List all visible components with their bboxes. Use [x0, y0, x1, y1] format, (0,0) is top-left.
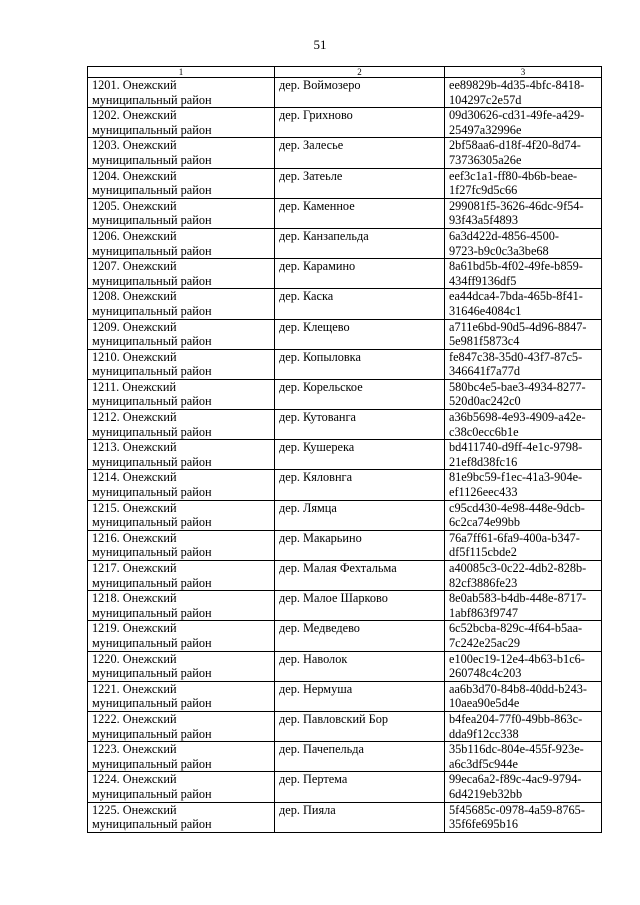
district-text: 1225. Онежский: [92, 802, 177, 817]
district-cell: [88, 591, 275, 621]
district-cell: [88, 772, 275, 802]
settlement-cell: дер. Кяловнга: [275, 470, 445, 500]
guid-text: 25497a32996e: [449, 122, 522, 137]
district-text: муниципальный район: [92, 122, 212, 137]
guid-cell: [445, 349, 602, 379]
district-text: муниципальный район: [92, 454, 212, 469]
guid-text: 6c52bcba-829c-4f64-b5aa-: [449, 621, 583, 636]
table-row: [88, 228, 602, 258]
column-header-2: 2: [275, 67, 445, 78]
guid-text: a40085c3-0c22-4db2-828b-: [449, 561, 587, 575]
settlement-cell: дер. Каска: [275, 289, 445, 319]
guid-cell: [445, 319, 602, 349]
district-text: 1220. Онежский: [92, 651, 177, 666]
settlement-cell: дер. Воймозеро: [275, 78, 445, 108]
guid-text: 73736305a26e: [449, 152, 522, 167]
district-cell: [88, 440, 275, 470]
settlement-cell: дер. Наволок: [275, 651, 445, 681]
table-row: [88, 259, 602, 289]
district-text: 1218. Онежский: [92, 591, 177, 606]
district-text: 1209. Онежский: [92, 319, 177, 334]
guid-cell: [445, 138, 602, 168]
guid-text: 76a7ff61-6fa9-400a-b347-: [449, 530, 580, 545]
district-cell: [88, 289, 275, 319]
district-text: муниципальный район: [92, 394, 212, 409]
table-row: [88, 802, 602, 832]
guid-cell: [445, 772, 602, 802]
district-cell: [88, 259, 275, 289]
table-row: [88, 500, 602, 530]
table-row: [88, 621, 602, 651]
district-cell: [88, 500, 275, 530]
table-row: [88, 289, 602, 319]
settlement-cell: дер. Пертема: [275, 772, 445, 802]
settlement-cell: дер. Копыловка: [275, 349, 445, 379]
guid-text: a36b5698-4e93-4909-a42e-: [449, 410, 586, 425]
table-row: [88, 319, 602, 349]
settlement-cell: дер. Залесье: [275, 138, 445, 168]
district-text: муниципальный район: [92, 303, 212, 318]
guid-text: dda9f12cc338: [449, 726, 519, 741]
settlement-cell: дер. Нермуша: [275, 681, 445, 711]
guid-text: eef3c1a1-ff80-4b6b-beae-: [449, 168, 578, 183]
settlement-cell: дер. Кутованга: [275, 410, 445, 440]
district-text: 1219. Онежский: [92, 621, 177, 636]
district-text: муниципальный район: [92, 696, 212, 711]
guid-text: 8a61bd5b-4f02-49fe-b859-: [449, 259, 583, 274]
guid-cell: [445, 168, 602, 198]
district-cell: [88, 711, 275, 741]
guid-cell: [445, 621, 602, 651]
district-text: муниципальный район: [92, 545, 212, 560]
guid-cell: [445, 108, 602, 138]
district-cell: [88, 108, 275, 138]
district-text: 1216. Онежский: [92, 530, 177, 545]
guid-text: ea44dca4-7bda-465b-8f41-: [449, 289, 583, 304]
district-cell: [88, 379, 275, 409]
guid-cell: [445, 259, 602, 289]
district-cell: [88, 138, 275, 168]
guid-text: 09d30626-cd31-49fe-a429-: [449, 108, 585, 123]
guid-text: e100ec19-12e4-4b63-b1c6-: [449, 651, 585, 666]
guid-text: 434ff9136df5: [449, 273, 517, 288]
district-text: 1221. Онежский: [92, 681, 177, 696]
guid-text: 82cf3886fe23: [449, 575, 518, 590]
table-row: [88, 470, 602, 500]
district-text: 1207. Онежский: [92, 259, 177, 274]
table-row: [88, 651, 602, 681]
district-text: 1210. Онежский: [92, 349, 177, 364]
district-cell: [88, 621, 275, 651]
guid-text: 35f6fe695b16: [449, 817, 518, 832]
district-text: муниципальный район: [92, 635, 212, 650]
settlement-cell: дер. Макарьино: [275, 530, 445, 560]
district-text: 1202. Онежский: [92, 108, 177, 123]
district-cell: [88, 198, 275, 228]
district-text: муниципальный район: [92, 92, 212, 107]
settlement-cell: дер. Грихново: [275, 108, 445, 138]
district-text: 1222. Онежский: [92, 711, 177, 726]
guid-cell: [445, 470, 602, 500]
settlement-registry-table: [87, 66, 602, 833]
table-row: [88, 108, 602, 138]
table-row: [88, 591, 602, 621]
district-text: муниципальный район: [92, 756, 212, 771]
settlement-cell: дер. Клещево: [275, 319, 445, 349]
settlement-cell: дер. Кушерека: [275, 440, 445, 470]
guid-text: 299081f5-3626-46dc-9f54-: [449, 198, 584, 213]
district-cell: [88, 742, 275, 772]
table-row: [88, 681, 602, 711]
guid-text: b4fea204-77f0-49bb-863c-: [449, 711, 583, 726]
guid-text: 21ef8d38fc16: [449, 454, 518, 469]
district-text: муниципальный район: [92, 424, 212, 439]
district-text: 1203. Онежский: [92, 138, 177, 153]
settlement-cell: дер. Павловский Бор: [275, 711, 445, 741]
district-text: муниципальный район: [92, 726, 212, 741]
column-header-3: 3: [445, 67, 602, 78]
district-text: муниципальный район: [92, 243, 212, 258]
district-text: муниципальный район: [92, 786, 212, 801]
guid-text: 10aea90e5d4e: [449, 696, 520, 711]
settlement-cell: дер. Малое Шарково: [275, 591, 445, 621]
district-cell: [88, 530, 275, 560]
district-text: муниципальный район: [92, 575, 212, 590]
table-row: [88, 379, 602, 409]
guid-text: aa6b3d70-84b8-40dd-b243-: [449, 681, 587, 696]
guid-text: 104297c2e57d: [449, 92, 522, 107]
guid-cell: [445, 802, 602, 832]
guid-cell: [445, 440, 602, 470]
table-header: [88, 67, 602, 78]
column-header-1: 1: [88, 67, 275, 78]
settlement-cell: дер. Корельское: [275, 379, 445, 409]
district-text: муниципальный район: [92, 364, 212, 379]
table-row: [88, 168, 602, 198]
table-row: [88, 742, 602, 772]
guid-text: 2bf58aa6-d18f-4f20-8d74-: [449, 138, 581, 153]
guid-text: ee89829b-4d35-4bfc-8418-: [449, 78, 585, 92]
guid-text: bd411740-d9ff-4e1c-9798-: [449, 440, 583, 455]
district-text: муниципальный район: [92, 334, 212, 349]
guid-cell: [445, 530, 602, 560]
settlement-cell: дер. Медведево: [275, 621, 445, 651]
district-text: 1212. Онежский: [92, 410, 177, 425]
guid-text: 5e981f5873c4: [449, 334, 520, 349]
settlement-cell: дер. Малая Фехтальма: [275, 561, 445, 591]
guid-text: a711e6bd-90d5-4d96-8847-: [449, 319, 587, 334]
guid-cell: [445, 379, 602, 409]
district-text: 1211. Онежский: [92, 379, 177, 394]
guid-text: ef1126eec433: [449, 485, 518, 500]
guid-text: 31646e4084c1: [449, 303, 522, 318]
district-text: 1204. Онежский: [92, 168, 177, 183]
district-cell: [88, 168, 275, 198]
guid-text: 580bc4e5-bae3-4934-8277-: [449, 379, 586, 394]
table-row: [88, 198, 602, 228]
district-cell: [88, 802, 275, 832]
district-text: муниципальный район: [92, 485, 212, 500]
guid-text: 99eca6a2-f89c-4ac9-9794-: [449, 772, 582, 787]
guid-text: 6d4219eb32bb: [449, 786, 523, 801]
district-cell: [88, 349, 275, 379]
guid-cell: [445, 228, 602, 258]
district-cell: [88, 319, 275, 349]
district-text: 1213. Онежский: [92, 440, 177, 455]
guid-cell: [445, 742, 602, 772]
guid-cell: [445, 500, 602, 530]
district-text: 1224. Онежский: [92, 772, 177, 787]
guid-text: 1abf863f9747: [449, 605, 518, 620]
district-cell: [88, 78, 275, 108]
district-text: муниципальный район: [92, 666, 212, 681]
district-cell: [88, 681, 275, 711]
guid-text: 5f45685c-0978-4a59-8765-: [449, 802, 585, 817]
district-text: муниципальный район: [92, 605, 212, 620]
table-row: [88, 711, 602, 741]
guid-cell: [445, 410, 602, 440]
guid-text: 6c2ca74e99bb: [449, 515, 521, 530]
guid-text: 1f27fc9d5c66: [449, 183, 518, 198]
table-row: [88, 349, 602, 379]
settlement-cell: дер. Пачепельда: [275, 742, 445, 772]
settlement-cell: дер. Канзапельда: [275, 228, 445, 258]
guid-cell: [445, 289, 602, 319]
district-text: 1215. Онежский: [92, 500, 177, 515]
guid-text: 6a3d422d-4856-4500-: [449, 228, 559, 243]
district-cell: [88, 410, 275, 440]
guid-cell: [445, 591, 602, 621]
guid-text: 8e0ab583-b4db-448e-8717-: [449, 591, 587, 606]
table-row: [88, 410, 602, 440]
district-text: муниципальный район: [92, 152, 212, 167]
guid-text: 9723-b9c0c3a3be68: [449, 243, 549, 258]
table-body: [88, 78, 602, 833]
district-text: муниципальный район: [92, 273, 212, 288]
district-text: 1223. Онежский: [92, 742, 177, 757]
district-text: 1214. Онежский: [92, 470, 177, 485]
district-text: 1217. Онежский: [92, 561, 177, 575]
district-text: муниципальный район: [92, 515, 212, 530]
guid-text: 35b116dc-804e-455f-923e-: [449, 742, 584, 757]
district-cell: [88, 228, 275, 258]
guid-cell: [445, 711, 602, 741]
guid-text: c38c0ecc6b1e: [449, 424, 519, 439]
guid-cell: [445, 198, 602, 228]
header-row: [88, 67, 602, 78]
table-row: [88, 78, 602, 108]
settlement-cell: дер. Лямца: [275, 500, 445, 530]
district-text: 1206. Онежский: [92, 228, 177, 243]
page-number: 51: [313, 37, 327, 52]
table-row: [88, 561, 602, 591]
settlement-cell: дер. Карамино: [275, 259, 445, 289]
table-row: [88, 530, 602, 560]
guid-text: 346641f7a77d: [449, 364, 521, 379]
guid-text: c95cd430-4e98-448e-9dcb-: [449, 500, 585, 515]
guid-text: 520d0ac242c0: [449, 394, 521, 409]
district-cell: [88, 470, 275, 500]
district-cell: [88, 651, 275, 681]
guid-text: 81e9bc59-f1ec-41a3-904e-: [449, 470, 583, 485]
guid-text: a6c3df5c944e: [449, 756, 518, 771]
guid-text: 260748c4c203: [449, 666, 522, 681]
settlement-cell: дер. Каменное: [275, 198, 445, 228]
district-cell: [88, 561, 275, 591]
guid-cell: [445, 681, 602, 711]
guid-cell: [445, 78, 602, 108]
district-text: 1208. Онежский: [92, 289, 177, 304]
guid-text: 7c242e25ac29: [449, 635, 521, 650]
guid-text: 93f43a5f4893: [449, 213, 518, 228]
district-text: 1205. Онежский: [92, 198, 177, 213]
guid-text: df5f115cbde2: [449, 545, 517, 560]
guid-cell: [445, 561, 602, 591]
settlement-cell: дер. Затеьле: [275, 168, 445, 198]
table-row: [88, 772, 602, 802]
settlement-cell: дер. Пияла: [275, 802, 445, 832]
table-row: [88, 440, 602, 470]
guid-cell: [445, 651, 602, 681]
district-text: муниципальный район: [92, 817, 212, 832]
guid-text: fe847c38-35d0-43f7-87c5-: [449, 349, 583, 364]
district-text: муниципальный район: [92, 183, 212, 198]
district-text: 1201. Онежский: [92, 78, 177, 92]
district-text: муниципальный район: [92, 213, 212, 228]
table-row: [88, 138, 602, 168]
